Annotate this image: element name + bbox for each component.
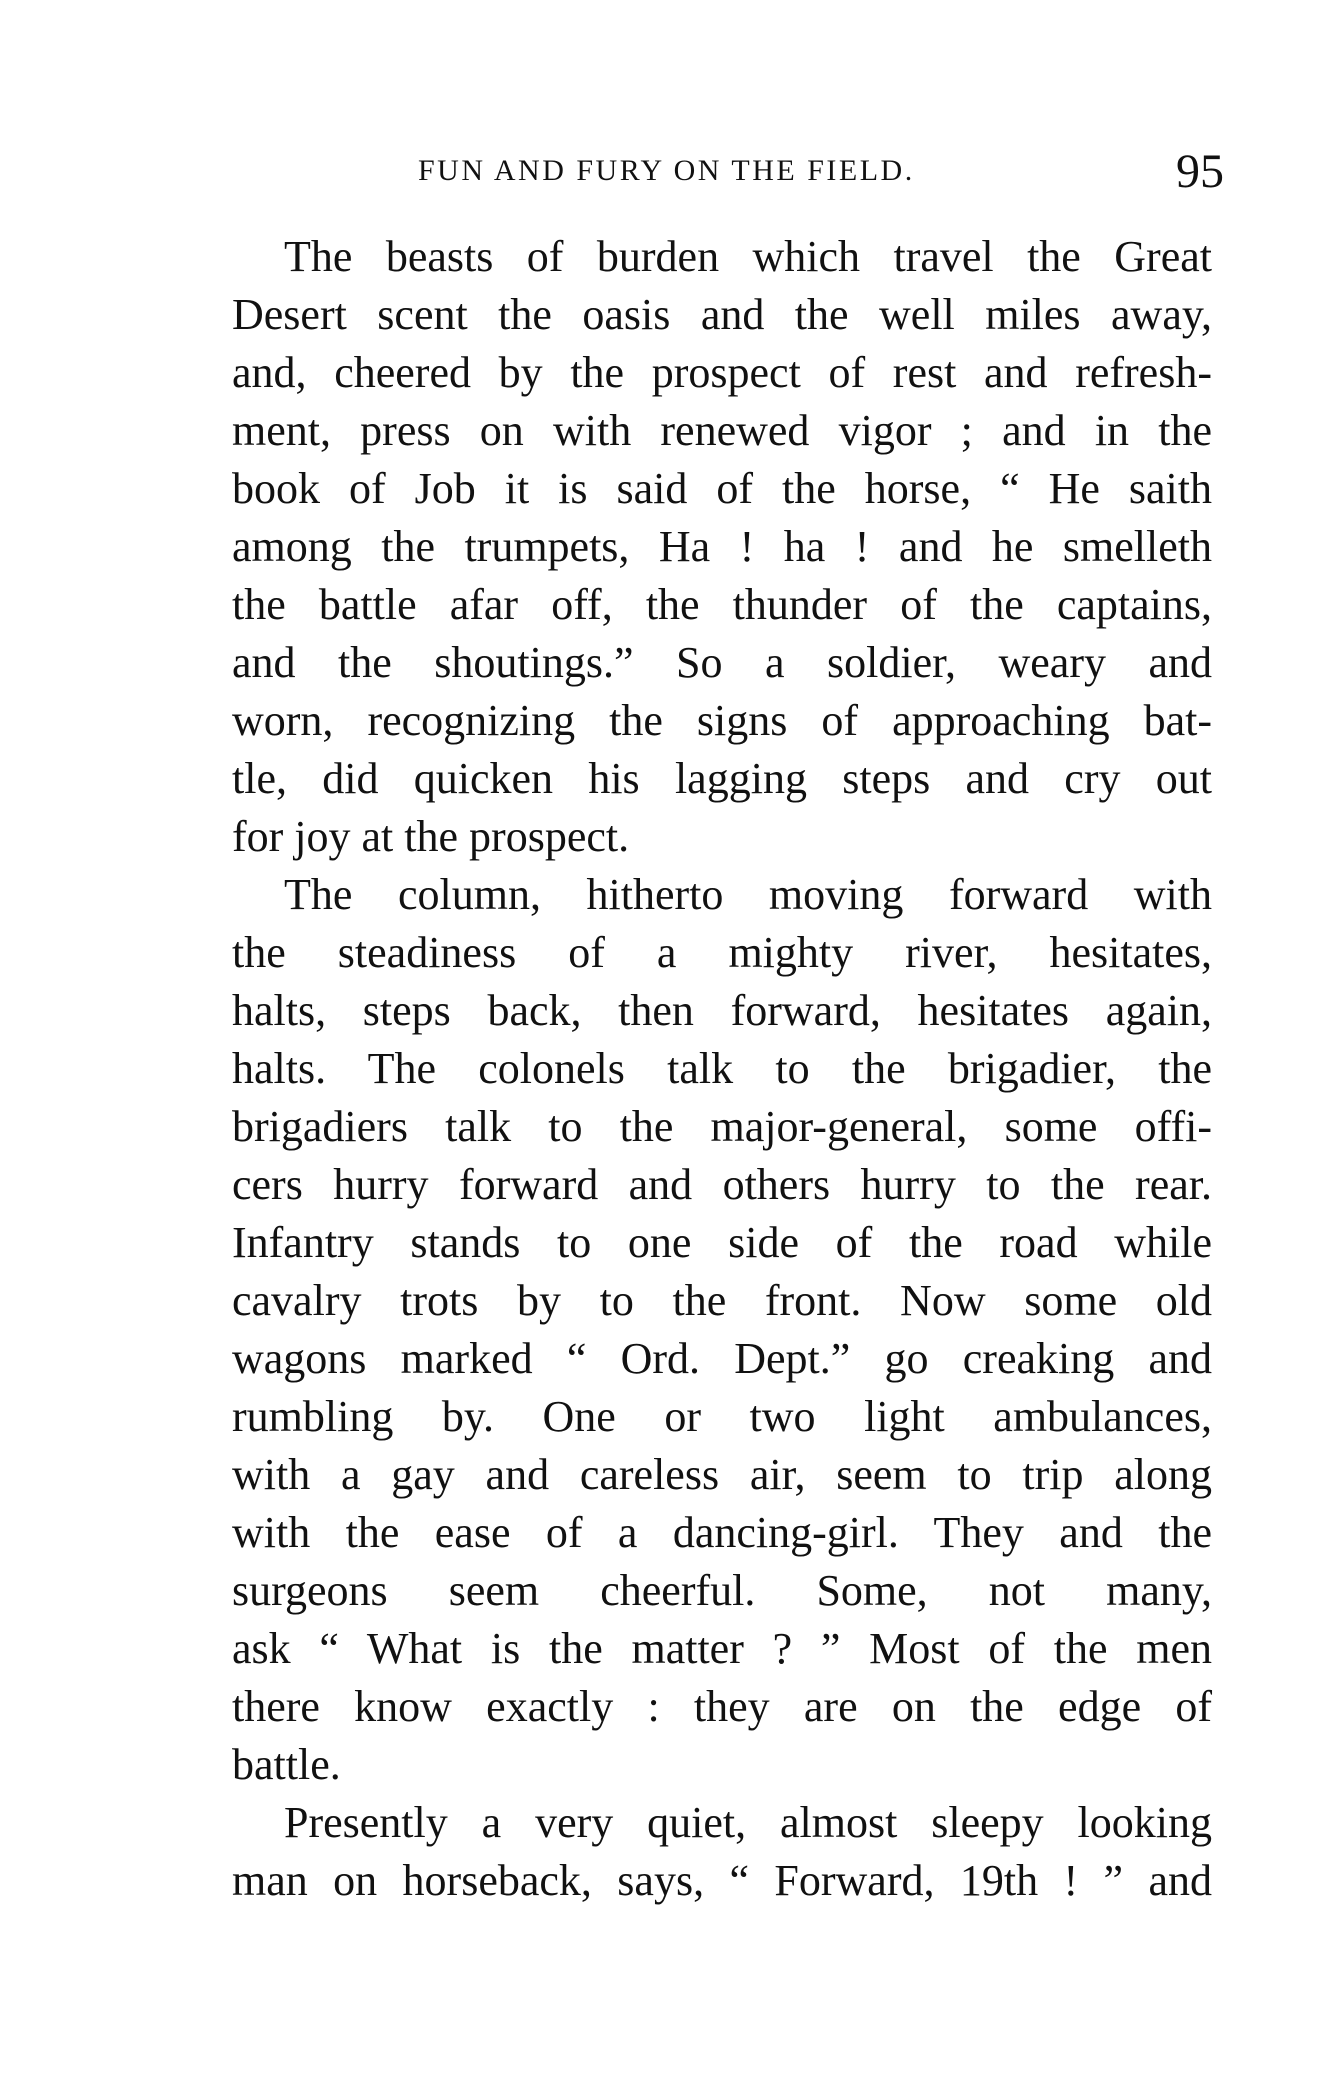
text-line: the battle afar off, the thunder of the captains, <box>232 580 1212 629</box>
text-line: brigadiers talk to the major-general, some offi- <box>232 1102 1212 1151</box>
text-line: Infantry stands to one side of the road while <box>232 1218 1212 1267</box>
text-line: and, cheered by the prospect of rest and refresh- <box>232 348 1212 397</box>
paragraph-2 <box>232 866 1212 1794</box>
text-line: Desert scent the oasis and the well miles away, <box>232 290 1212 339</box>
text-line: there know exactly : they are on the edge of <box>232 1682 1212 1731</box>
text-line: for joy at the prospect. <box>232 812 630 861</box>
text-line: book of Job it is said of the horse, “ He saith <box>232 464 1212 513</box>
body-text <box>232 228 1212 1910</box>
text-line: among the trumpets, Ha ! ha ! and he smelleth <box>232 522 1212 571</box>
text-line: rumbling by. One or two light ambulances, <box>232 1392 1212 1441</box>
text-line: The beasts of burden which travel the Great <box>284 232 1212 281</box>
text-line: cers hurry forward and others hurry to the rear. <box>232 1160 1212 1209</box>
running-title: FUN AND FURY ON THE FIELD. <box>418 154 915 187</box>
paragraph-3 <box>232 1794 1212 1910</box>
text-line: tle, did quicken his lagging steps and cry out <box>232 754 1212 803</box>
text-line: ment, press on with renewed vigor ; and in the <box>232 406 1212 455</box>
text-line: halts, steps back, then forward, hesitates again, <box>232 986 1212 1035</box>
text-line: cavalry trots by to the front. Now some old <box>232 1276 1212 1325</box>
text-line: with the ease of a dancing-girl. They and the <box>232 1508 1212 1557</box>
text-line: and the shoutings.” So a soldier, weary and <box>232 638 1212 687</box>
text-line: the steadiness of a mighty river, hesitates, <box>232 928 1212 977</box>
paragraph-1 <box>232 228 1212 866</box>
page-number: 95 <box>1176 145 1224 198</box>
text-line: The column, hitherto moving forward with <box>284 870 1212 919</box>
text-line: battle. <box>232 1740 341 1789</box>
text-line: with a gay and careless air, seem to trip along <box>232 1450 1212 1499</box>
text-line: surgeons seem cheerful. Some, not many, <box>232 1566 1212 1615</box>
text-line: ask “ What is the matter ? ” Most of the men <box>232 1624 1212 1673</box>
text-line: worn, recognizing the signs of approaching bat- <box>232 696 1212 745</box>
text-line: wagons marked “ Ord. Dept.” go creaking and <box>232 1334 1212 1383</box>
text-line: Presently a very quiet, almost sleepy looking <box>284 1798 1212 1847</box>
running-head <box>418 145 1224 198</box>
text-line: halts. The colonels talk to the brigadier, the <box>232 1044 1212 1093</box>
text-line: man on horseback, says, “ Forward, 19th ! ” and <box>232 1856 1212 1905</box>
